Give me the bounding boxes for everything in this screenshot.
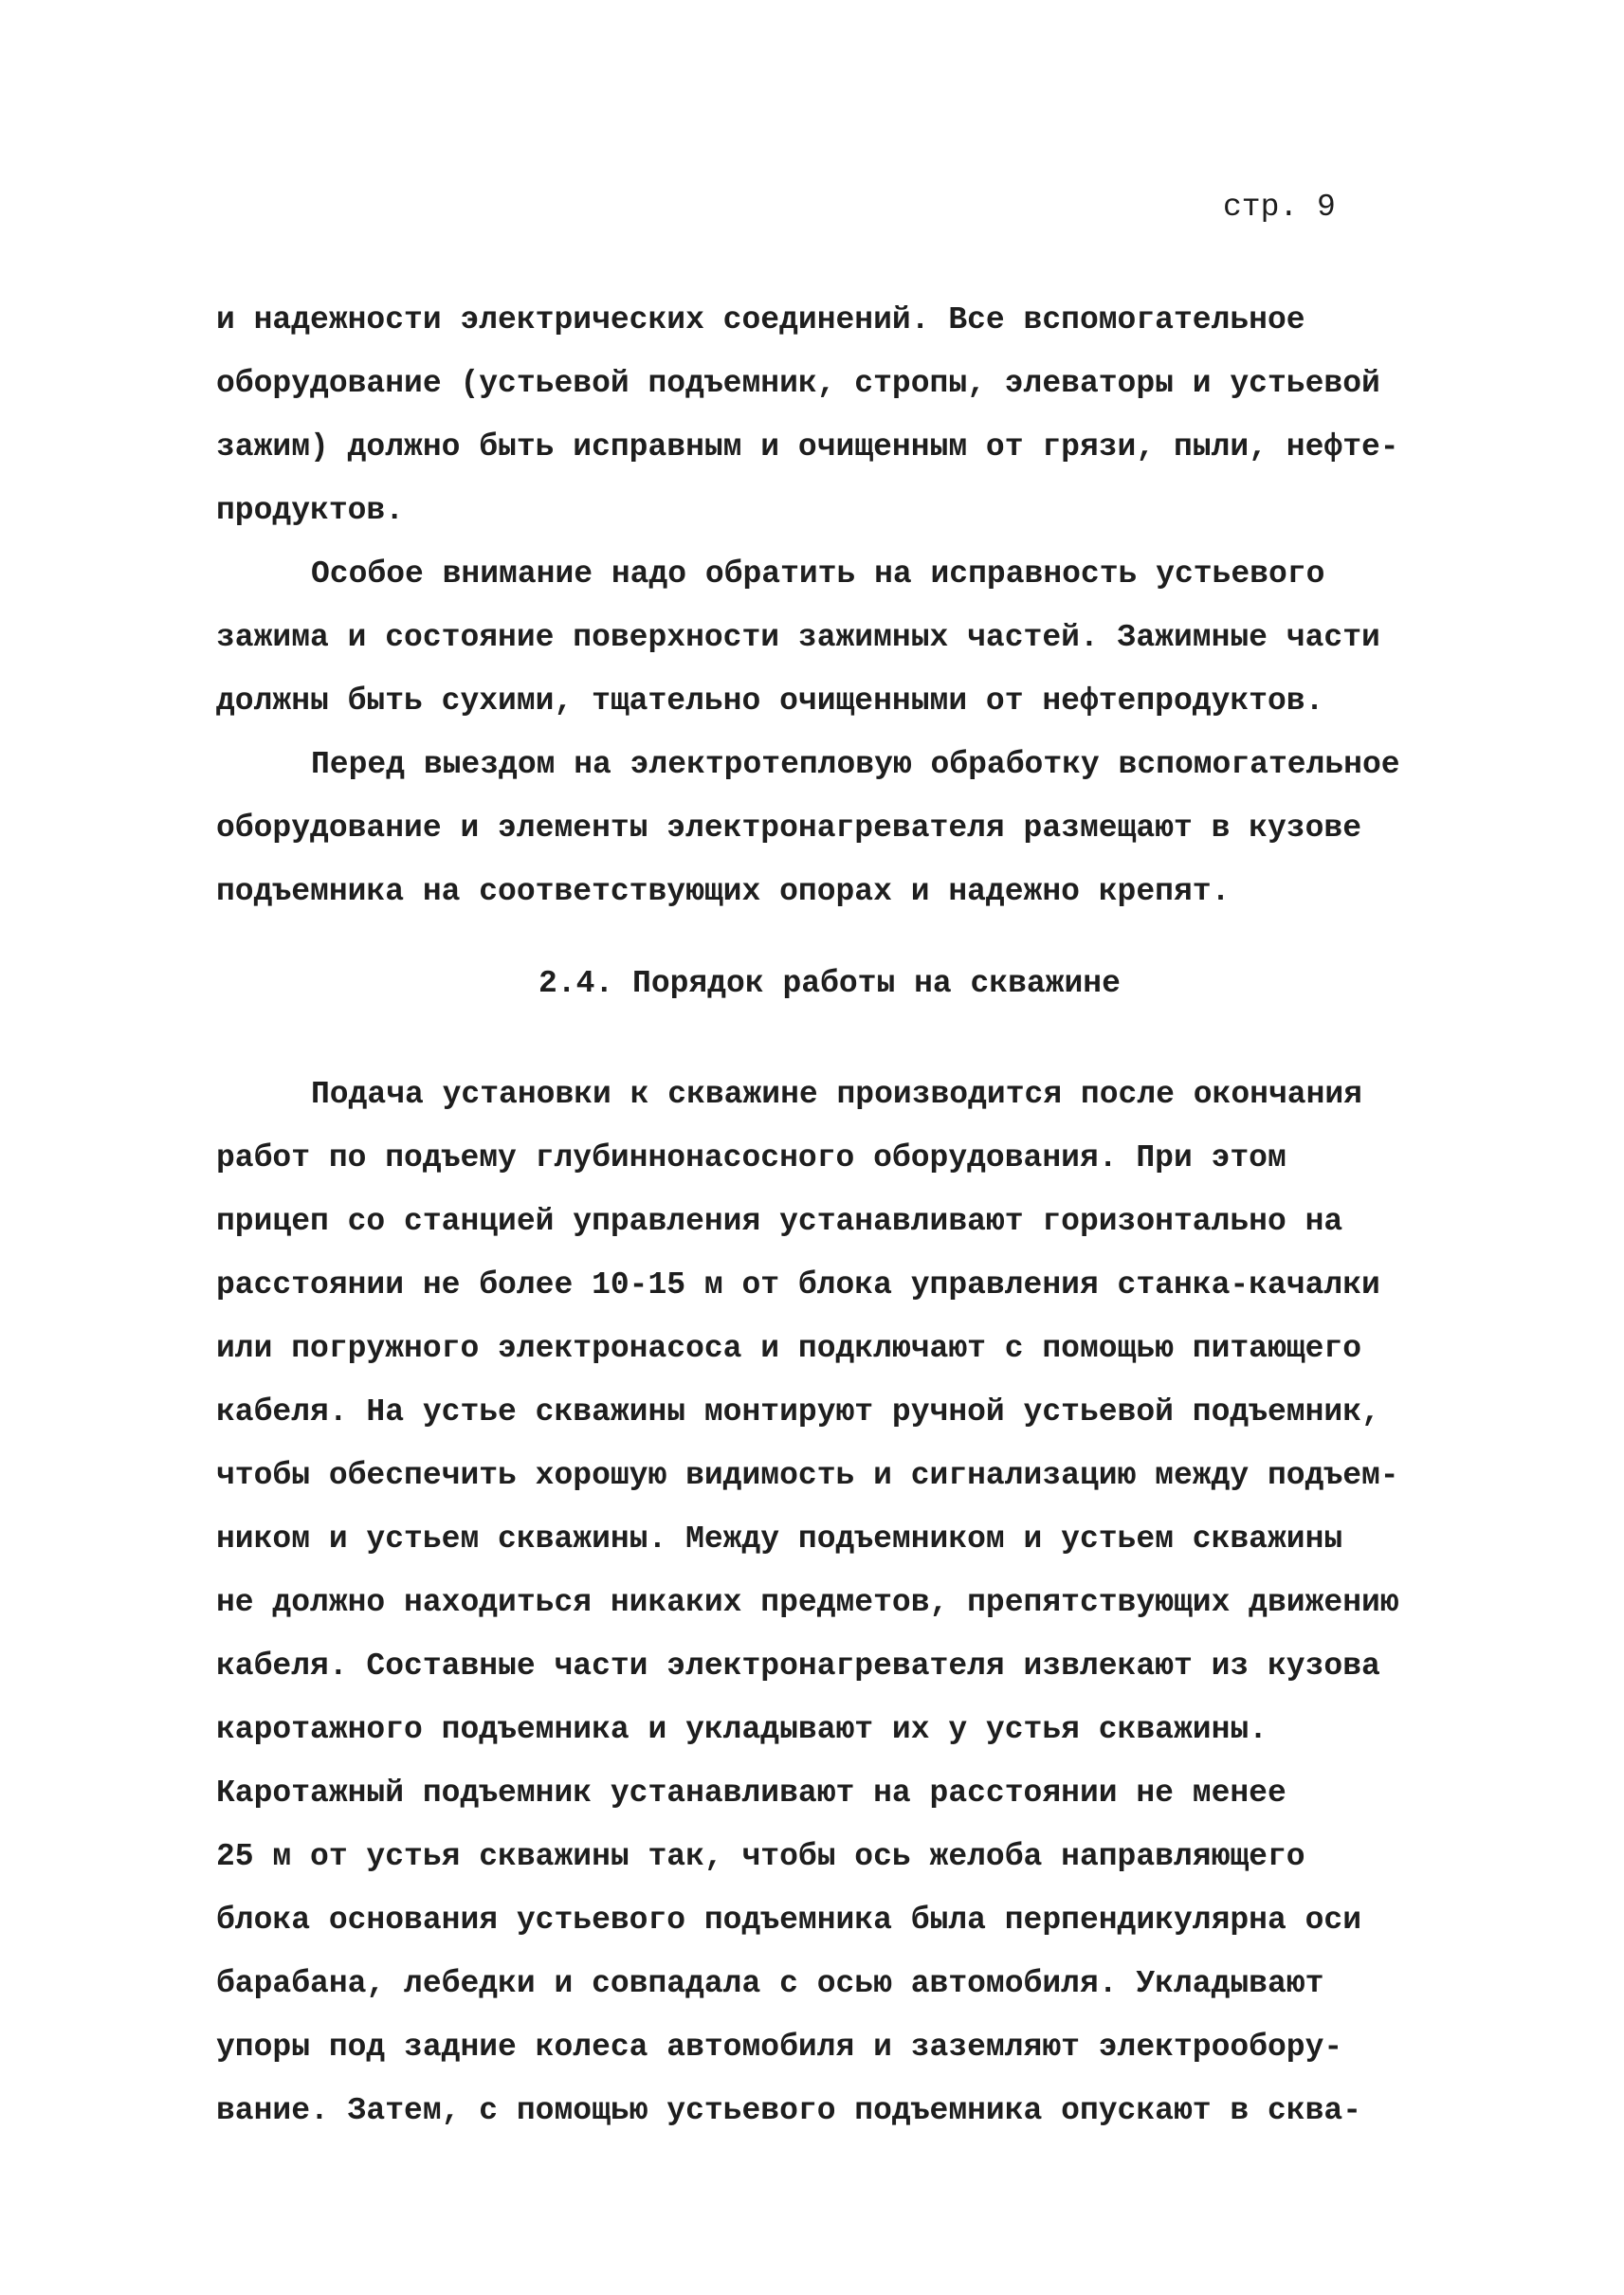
- text-line: не должно находиться никаких предметов, препятствующих движению: [216, 1585, 1399, 1620]
- text-line: прицеп со станцией управления устанавливают горизонтально на: [216, 1204, 1343, 1239]
- section-heading: 2.4. Порядок работы на скважине: [538, 966, 1121, 1001]
- text-line: упоры под задние колеса автомобиля и заземляют электрообору-: [216, 2030, 1343, 2065]
- text-line: расстоянии не более 10-15 м от блока управления станка-качалки: [216, 1267, 1380, 1302]
- text-line: Каротажный подъемник устанавливают на расстоянии не менее: [216, 1776, 1286, 1811]
- text-line: кабеля. Составные части электронагревателя извлекают из кузова: [216, 1648, 1380, 1684]
- page-number: стр. 9: [1223, 190, 1336, 225]
- text-line: подъемника на соответствующих опорах и надежно крепят.: [216, 874, 1231, 909]
- text-line: должны быть сухими, тщательно очищенными от нефтепродуктов.: [216, 683, 1324, 719]
- text-line: Особое внимание надо обратить на исправность устьевого: [311, 556, 1325, 592]
- text-line: оборудование и элементы электронагревателя размещают в кузове: [216, 811, 1361, 846]
- text-line: чтобы обеспечить хорошую видимость и сигнализацию между подъем-: [216, 1458, 1399, 1493]
- text-line: и надежности электрических соединений. Все вспомогательное: [216, 302, 1305, 337]
- text-line: каротажного подъемника и укладывают их у устья скважины.: [216, 1712, 1268, 1747]
- text-line: продуктов.: [216, 493, 405, 528]
- text-line: Перед выездом на электротепловую обработку вспомогательное: [311, 747, 1400, 782]
- text-line: блока основания устьевого подъемника была перпендикулярна оси: [216, 1903, 1361, 1938]
- text-line: зажим) должно быть исправным и очищенным от грязи, пыли, нефте-: [216, 429, 1399, 464]
- text-line: или погружного электронасоса и подключают с помощью питающего: [216, 1331, 1361, 1366]
- text-line: Подача установки к скважине производится после окончания: [311, 1077, 1362, 1112]
- text-line: кабеля. На устье скважины монтируют ручной устьевой подъемник,: [216, 1394, 1380, 1430]
- text-line: оборудование (устьевой подъемник, стропы, элеваторы и устьевой: [216, 366, 1380, 401]
- text-line: работ по подъему глубиннонасосного оборудования. При этом: [216, 1140, 1286, 1175]
- text-line: зажима и состояние поверхности зажимных частей. Зажимные части: [216, 620, 1380, 655]
- text-line: ником и устьем скважины. Между подъемником и устьем скважины: [216, 1521, 1343, 1557]
- text-line: вание. Затем, с помощью устьевого подъемника опускают в сква-: [216, 2093, 1361, 2128]
- text-line: барабана, лебедки и совпадала с осью автомобиля. Укладывают: [216, 1966, 1324, 2001]
- text-line: 25 м от устья скважины так, чтобы ось желоба направляющего: [216, 1839, 1305, 1874]
